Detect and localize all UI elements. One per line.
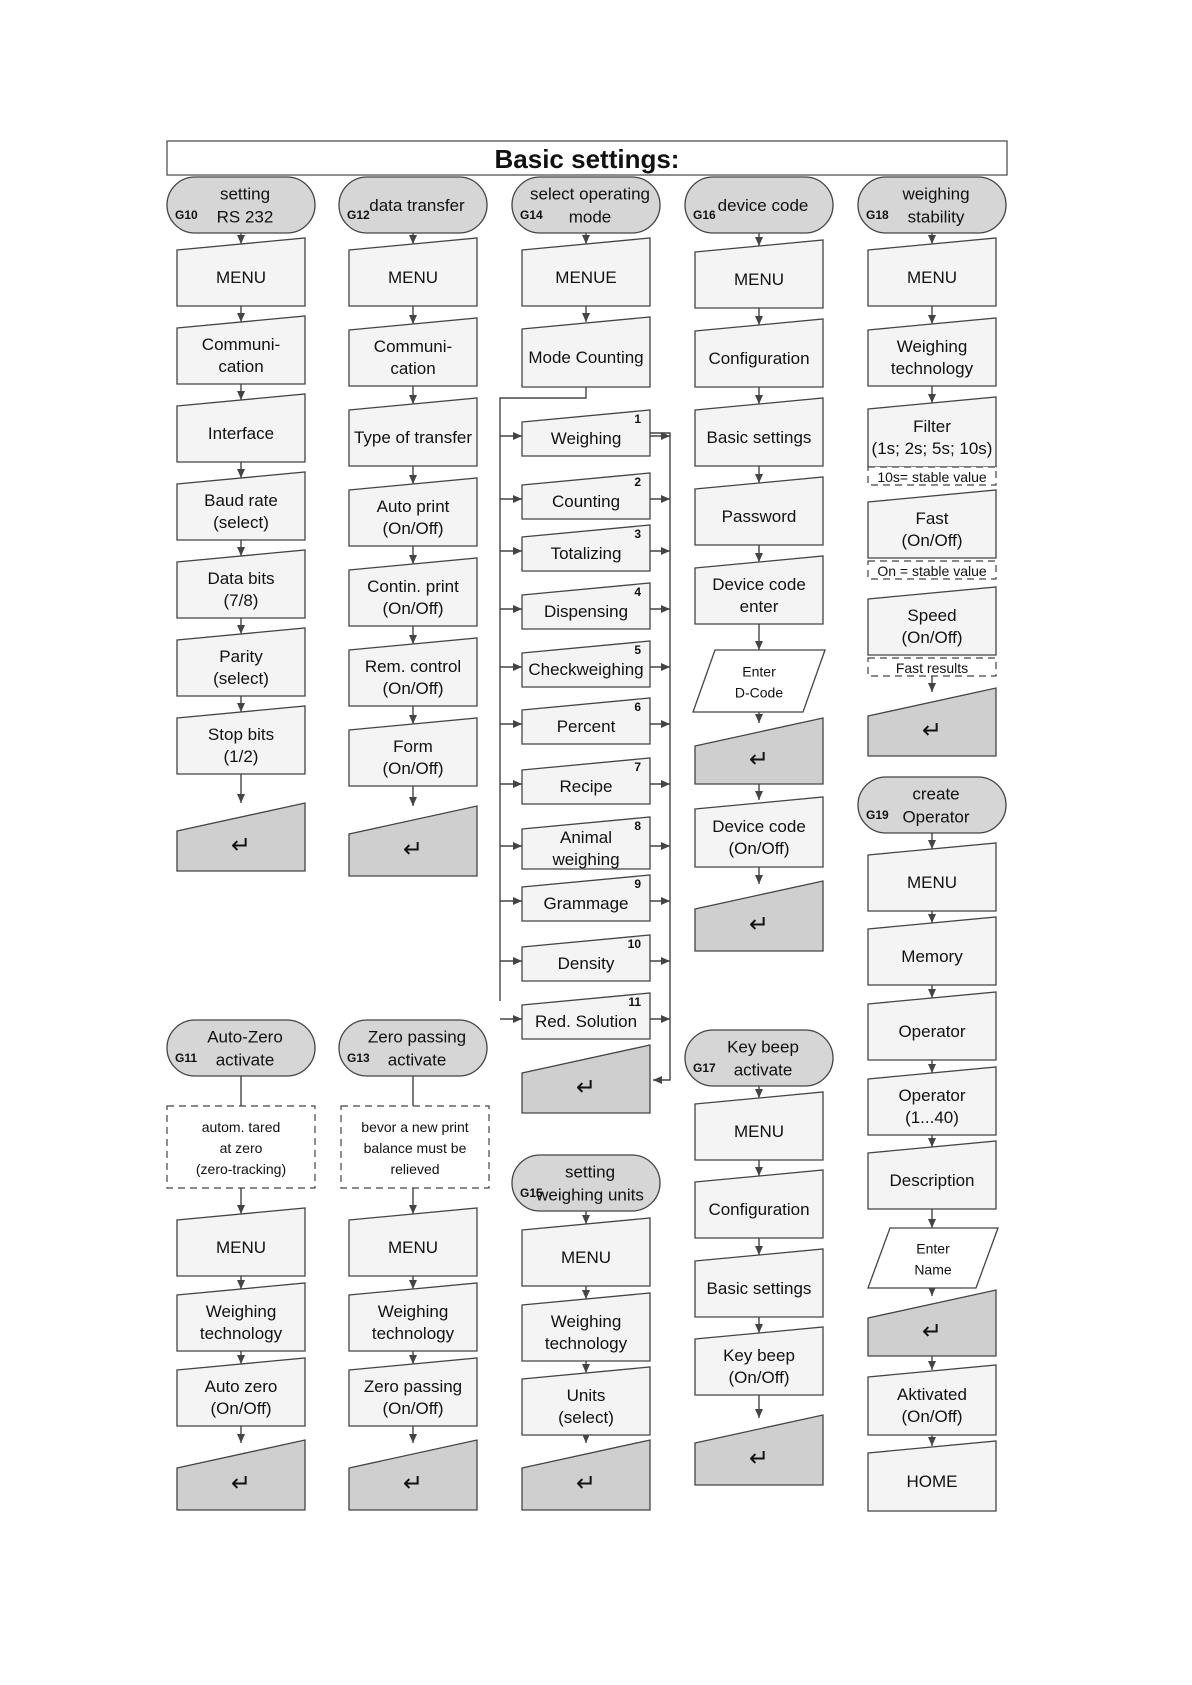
g12-step-1 <box>349 238 477 306</box>
box-label: Weighing <box>550 429 622 448</box>
g13-step-2 <box>349 1283 477 1351</box>
box-label: (select) <box>558 1408 614 1427</box>
g10-header <box>167 177 315 233</box>
g12-header <box>339 177 487 233</box>
return-icon: ↵ <box>230 1470 252 1497</box>
g14-step-1 <box>522 238 650 306</box>
box-label: MENUE <box>555 268 617 287</box>
box-label: RS 232 <box>216 207 274 227</box>
g17-step-2 <box>695 1170 823 1238</box>
g19-step-3 <box>868 992 996 1060</box>
group-code: G16 <box>693 208 716 222</box>
group-code: G18 <box>866 208 889 222</box>
g19-step-2 <box>868 917 996 985</box>
return-icon: ↵ <box>921 1318 943 1345</box>
box-label: Auto-Zero <box>207 1027 283 1047</box>
box-label: mode <box>568 207 612 227</box>
box-label: Weighing <box>205 1302 277 1321</box>
box-label: MENU <box>387 268 439 287</box>
return-icon: ↵ <box>575 1074 597 1101</box>
mode-11 <box>522 993 650 1039</box>
g18-note-2 <box>868 561 996 579</box>
box-label: Rem. control <box>364 657 462 676</box>
g14-step-2 <box>522 317 650 387</box>
page-title: Basic settings: <box>494 144 680 174</box>
box-label: (On/Off) <box>210 1399 272 1418</box>
box-label: create <box>912 784 960 804</box>
box-label: Enter <box>916 1240 950 1257</box>
g13-step-3 <box>349 1358 477 1426</box>
box-label: (1/2) <box>223 747 259 766</box>
g10-step-7 <box>177 706 305 774</box>
g16-header <box>685 177 833 233</box>
box-label: Memory <box>901 947 963 966</box>
box-label: Enter <box>742 663 776 680</box>
g11-step-1 <box>177 1208 305 1276</box>
g12-step-4 <box>349 478 477 546</box>
box-label: relieved <box>390 1161 440 1177</box>
g19-input <box>868 1228 998 1288</box>
g11-step-3 <box>177 1358 305 1426</box>
mode-4 <box>522 583 650 629</box>
box-label: Zero passing <box>367 1027 467 1047</box>
g13-step-1 <box>349 1208 477 1276</box>
box-label: Weighing <box>377 1302 449 1321</box>
return-step <box>349 1440 477 1510</box>
box-label: setting <box>219 184 271 204</box>
box-label: Fast results <box>895 660 969 676</box>
g17-header <box>685 1030 833 1086</box>
box-label: (zero-tracking) <box>195 1161 287 1177</box>
box-label: select operating <box>529 184 651 204</box>
box-label: device code <box>717 196 809 215</box>
g14-header <box>512 177 660 233</box>
mode-7 <box>522 758 650 804</box>
g10-step-3 <box>177 394 305 462</box>
box-label: activate <box>215 1050 275 1070</box>
box-label: Checkweighing <box>528 660 644 679</box>
box-label: (select) <box>213 669 269 688</box>
box-label: data transfer <box>369 196 465 215</box>
box-label: D-Code <box>734 684 784 701</box>
return-step <box>177 803 305 871</box>
group-code: G13 <box>347 1051 370 1065</box>
box-label: MENU <box>733 1122 785 1141</box>
box-label: Animal <box>560 828 612 847</box>
return-icon: ↵ <box>575 1470 597 1497</box>
g12-step-3 <box>349 398 477 466</box>
g11-header <box>167 1020 315 1076</box>
group-code: G15 <box>520 1186 543 1200</box>
mode-8 <box>522 817 650 869</box>
mode-number: 11 <box>628 995 641 1009</box>
box-label: MENU <box>560 1248 612 1267</box>
mode-number: 4 <box>634 585 641 599</box>
box-label: Stop bits <box>207 725 275 744</box>
return-icon: ↵ <box>402 1470 424 1497</box>
g19-step-5 <box>868 1141 996 1209</box>
return-step <box>522 1440 650 1510</box>
g10-step-1 <box>177 238 305 306</box>
box-label: technology <box>890 359 974 378</box>
group-code: G19 <box>866 808 889 822</box>
box-label: weighing <box>552 850 620 869</box>
g12-step-7 <box>349 718 477 786</box>
g18-step-4 <box>868 490 996 558</box>
box-label: (On/Off) <box>728 839 790 858</box>
mode-number: 8 <box>634 819 641 833</box>
box-label: Configuration <box>708 349 810 368</box>
g18-step-3 <box>868 397 996 467</box>
box-label: (On/Off) <box>901 531 963 550</box>
g17-step-1 <box>695 1092 823 1160</box>
group-code: G11 <box>175 1051 198 1065</box>
box-label: (select) <box>213 513 269 532</box>
mode-1 <box>522 410 650 456</box>
box-label: weighing <box>902 184 970 204</box>
g16-step-5 <box>695 556 823 624</box>
box-label: technology <box>371 1324 455 1343</box>
return-step <box>695 1415 823 1485</box>
box-label: Device code <box>712 575 806 594</box>
box-label: MENU <box>906 873 958 892</box>
box-label: Aktivated <box>897 1385 967 1404</box>
g10-step-4 <box>177 472 305 540</box>
box-label: balance must be <box>363 1140 467 1156</box>
mode-number: 6 <box>634 700 641 714</box>
g19-step-1 <box>868 843 996 911</box>
box-label: autom. tared <box>201 1119 281 1135</box>
box-label: Password <box>721 507 797 526</box>
g15-header <box>512 1155 660 1211</box>
box-label: Density <box>557 954 615 973</box>
box-label: Operator <box>898 1022 966 1041</box>
box-label: Dispensing <box>543 602 629 621</box>
g11-note <box>167 1106 315 1188</box>
g18-header <box>858 177 1006 233</box>
box-label: at zero <box>219 1140 263 1156</box>
return-icon: ↵ <box>748 746 770 773</box>
g16-step-1 <box>695 240 823 308</box>
box-label: (On/Off) <box>382 599 444 618</box>
box-label: MENU <box>387 1238 439 1257</box>
box-label: Form <box>393 737 433 756</box>
box-label: Communi- <box>373 337 453 356</box>
box-label: (On/Off) <box>901 1407 963 1426</box>
box-label: Mode Counting <box>528 348 644 367</box>
box-label: Speed <box>907 606 957 625</box>
box-label: bevor a new print <box>361 1119 469 1135</box>
return-icon: ↵ <box>230 832 252 859</box>
return-icon: ↵ <box>402 836 424 863</box>
box-label: (1s; 2s; 5s; 10s) <box>871 439 993 458</box>
box-label: Description <box>889 1171 975 1190</box>
box-label: Key beep <box>723 1346 795 1365</box>
mode-6 <box>522 698 650 744</box>
return-step <box>349 806 477 876</box>
return-icon: ↵ <box>748 911 770 938</box>
box-label: Units <box>566 1386 606 1405</box>
g10-step-2 <box>177 316 305 384</box>
box-label: Auto print <box>376 497 450 516</box>
group-code: G14 <box>520 208 543 222</box>
return-step <box>868 688 996 756</box>
mode-number: 3 <box>634 527 641 541</box>
box-label: technology <box>544 1334 628 1353</box>
g16-after <box>695 797 823 867</box>
g15-step-1 <box>522 1218 650 1286</box>
g18-note-1 <box>868 467 996 485</box>
group-code: G10 <box>175 208 198 222</box>
mode-3 <box>522 525 650 571</box>
box-label: (On/Off) <box>382 679 444 698</box>
box-label: Operator <box>902 807 970 827</box>
box-label: Contin. print <box>367 577 459 596</box>
box-label: (On/Off) <box>382 759 444 778</box>
return-step <box>695 881 823 951</box>
flow-connector <box>650 433 670 1080</box>
box-label: (On/Off) <box>382 519 444 538</box>
return-step <box>868 1290 996 1356</box>
g12-step-5 <box>349 558 477 626</box>
box-label: Zero passing <box>363 1377 463 1396</box>
mode-2 <box>522 473 650 519</box>
return-step <box>177 1440 305 1510</box>
g10-step-6 <box>177 628 305 696</box>
g18-step-1 <box>868 238 996 306</box>
box-label: Name <box>914 1261 952 1278</box>
mode-number: 7 <box>634 760 641 774</box>
box-label: (On/Off) <box>382 1399 444 1418</box>
box-label: Interface <box>207 424 275 443</box>
g17-step-4 <box>695 1327 823 1395</box>
return-step <box>695 718 823 784</box>
g16-input <box>693 650 825 712</box>
g18-step-5 <box>868 587 996 655</box>
g18-note-3 <box>868 658 996 676</box>
box-label: Configuration <box>708 1200 810 1219</box>
box-label: setting <box>564 1162 616 1182</box>
g13-note <box>341 1106 489 1188</box>
mode-10 <box>522 935 650 981</box>
box-label: activate <box>387 1050 447 1070</box>
box-label: (On/Off) <box>901 628 963 647</box>
box-label: Basic settings <box>706 1279 812 1298</box>
return-icon: ↵ <box>921 717 943 744</box>
box-label: Basic settings <box>706 428 812 447</box>
box-label: 10s= stable value <box>877 469 987 485</box>
box-label: Device code <box>712 817 806 836</box>
box-label: stability <box>907 207 965 227</box>
g18-step-2 <box>868 318 996 386</box>
box-label: MENU <box>906 268 958 287</box>
g15-step-2 <box>522 1293 650 1361</box>
box-label: (1...40) <box>905 1108 959 1127</box>
mode-number: 2 <box>634 475 641 489</box>
g12-step-2 <box>349 318 477 386</box>
return-icon: ↵ <box>748 1445 770 1472</box>
g15-step-3 <box>522 1367 650 1435</box>
box-label: MENU <box>215 268 267 287</box>
box-label: Grammage <box>543 894 629 913</box>
mode-number: 1 <box>634 412 641 426</box>
box-label: Weighing <box>550 1312 622 1331</box>
box-label: Percent <box>556 717 616 736</box>
box-label: Red. Solution <box>534 1012 638 1031</box>
g19-step-6 <box>868 1365 996 1435</box>
box-label: On = stable value <box>877 563 987 579</box>
box-label: MENU <box>733 270 785 289</box>
g16-step-2 <box>695 319 823 387</box>
g19-step-4 <box>868 1067 996 1135</box>
g12-step-6 <box>349 638 477 706</box>
box-label: weighing units <box>536 1185 644 1205</box>
g19-header <box>858 777 1006 833</box>
g11-step-2 <box>177 1283 305 1351</box>
box-label: enter <box>739 597 779 616</box>
mode-9 <box>522 875 650 921</box>
box-label: Parity <box>219 647 263 666</box>
box-label: Weighing <box>896 337 968 356</box>
box-label: MENU <box>215 1238 267 1257</box>
mode-number: 5 <box>634 643 641 657</box>
box-label: Baud rate <box>204 491 278 510</box>
box-label: cation <box>218 357 264 376</box>
box-label: cation <box>390 359 436 378</box>
box-label: (On/Off) <box>728 1368 790 1387</box>
group-code: G12 <box>347 208 370 222</box>
g16-step-3 <box>695 398 823 466</box>
box-label: Operator <box>898 1086 966 1105</box>
g17-step-3 <box>695 1249 823 1317</box>
box-label: Fast <box>915 509 949 528</box>
g13-header <box>339 1020 487 1076</box>
box-label: activate <box>733 1060 793 1080</box>
mode-5 <box>522 641 650 687</box>
group-code: G17 <box>693 1061 716 1075</box>
box-label: technology <box>199 1324 283 1343</box>
g19-step-7 <box>868 1441 996 1511</box>
box-label: Filter <box>913 417 951 436</box>
mode-number: 9 <box>634 877 641 891</box>
box-label: Data bits <box>207 569 275 588</box>
box-label: Counting <box>551 492 621 511</box>
box-label: (7/8) <box>223 591 259 610</box>
box-label: Recipe <box>559 777 613 796</box>
g16-step-4 <box>695 477 823 545</box>
box-label: HOME <box>906 1472 958 1491</box>
g10-step-5 <box>177 550 305 618</box>
box-label: Totalizing <box>550 544 622 563</box>
box-label: Communi- <box>201 335 281 354</box>
mode-number: 10 <box>627 937 641 951</box>
box-label: Type of transfer <box>353 428 473 447</box>
box-label: Auto zero <box>204 1377 278 1396</box>
box-label: Key beep <box>727 1037 799 1057</box>
return-step <box>522 1045 650 1113</box>
